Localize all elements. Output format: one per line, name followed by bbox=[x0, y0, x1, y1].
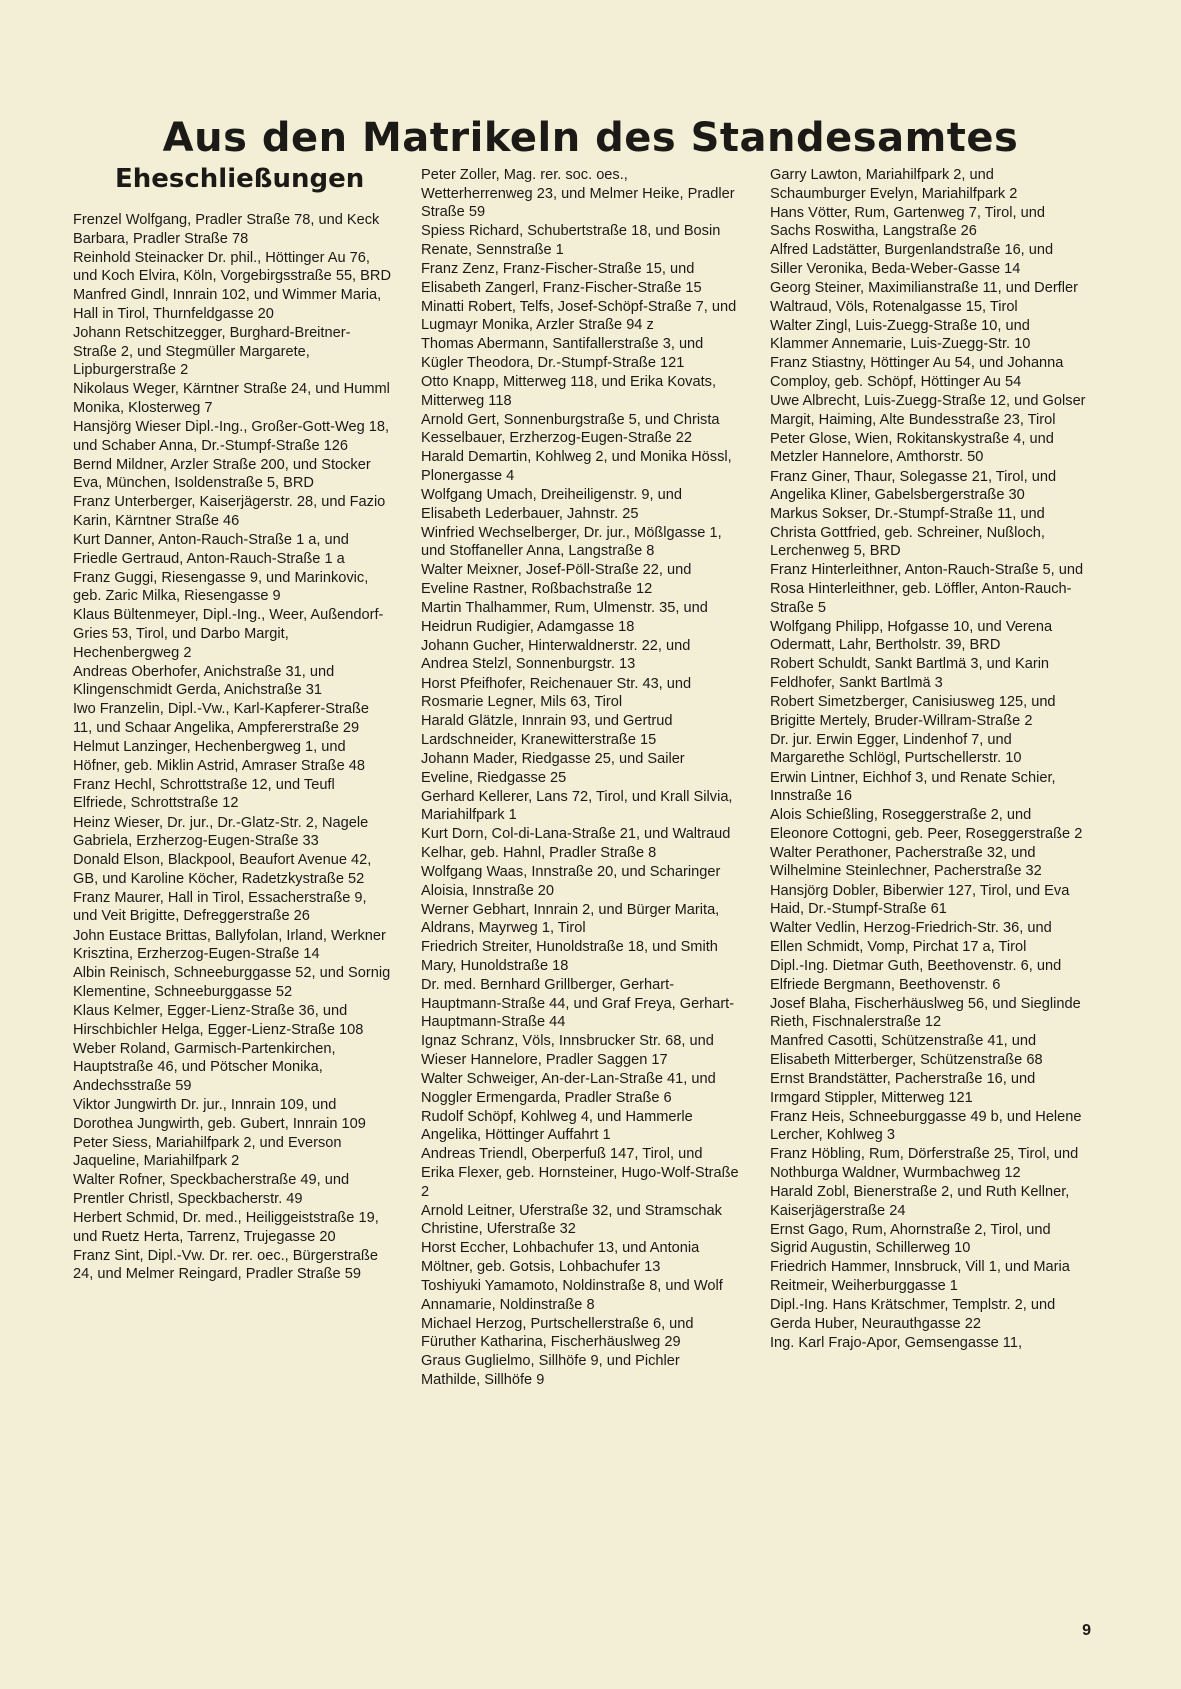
marriage-entry: Franz Hinterleithner, Anton-Rauch-Straße 5, und Rosa Hinterleithner, geb. Löffler, Anton-Rauch-Straße 5 bbox=[770, 562, 1084, 616]
marriage-entry: Donald Elson, Blackpool, Beaufort Avenue 42, GB, und Karoline Köcher, Radetzkystraße 52 bbox=[73, 852, 372, 887]
marriage-entry: Dr. med. Bernhard Grillberger, Gerhart-Hauptmann-Straße 44, und Graf Freya, Gerhart-Hauptmann-Straße 44 bbox=[421, 977, 735, 1031]
marriage-entry: Michael Herzog, Purtschellerstraße 6, und Füruther Katharina, Fischerhäuslweg 29 bbox=[421, 1315, 694, 1351]
column-3 bbox=[770, 166, 1088, 1353]
marriage-entry: Georg Steiner, Maximilianstraße 11, und Derfler Waltraud, Völs, Rotenalgasse 15, Tirol bbox=[770, 280, 1078, 315]
marriage-entry: Ernst Brandstätter, Pacherstraße 16, und Irmgard Stippler, Mitterweg 121 bbox=[770, 1071, 1036, 1106]
marriage-entry: Ing. Karl Frajo-Apor, Gemsengasse 11, bbox=[770, 1334, 1022, 1351]
marriage-entry: John Eustace Brittas, Ballyfolan, Irland, Werkner Krisztina, Erzherzog-Eugen-Straße 14 bbox=[73, 927, 386, 963]
column-1 bbox=[73, 163, 391, 1284]
marriage-entry: Franz Maurer, Hall in Tirol, Essacherstraße 9, und Veit Brigitte, Defreggerstraße 26 bbox=[73, 889, 367, 925]
marriage-entry: Peter Siess, Mariahilfpark 2, und Everson Jaqueline, Mariahilfpark 2 bbox=[73, 1134, 342, 1170]
marriage-entry: Johann Retschitzegger, Burghard-Breitner-Straße 2, und Stegmüller Margarete, Lipburgerstraße 2 bbox=[73, 325, 351, 379]
marriage-entry: Walter Vedlin, Herzog-Friedrich-Str. 36, und Ellen Schmidt, Vomp, Pirchat 17 a, Tirol bbox=[770, 920, 1052, 955]
marriage-entry: Ernst Gago, Rum, Ahornstraße 2, Tirol, und Sigrid Augustin, Schillerweg 10 bbox=[770, 1221, 1051, 1257]
marriage-entry: Franz Stiastny, Höttinger Au 54, und Johanna Comploy, geb. Schöpf, Höttinger Au 54 bbox=[770, 355, 1064, 391]
marriage-entry: Peter Glose, Wien, Rokitanskystraße 4, und Metzler Hannelore, Amthorstr. 50 bbox=[770, 430, 1054, 466]
entry-list bbox=[73, 211, 391, 1284]
marriage-entry: Franz Höbling, Rum, Dörferstraße 25, Tirol, und Nothburga Waldner, Wurmbachweg 12 bbox=[770, 1146, 1079, 1181]
marriage-entry: Harald Glätzle, Innrain 93, und Gertrud Lardschneider, Kranewitterstraße 15 bbox=[421, 713, 673, 748]
marriage-entry: Horst Pfeifhofer, Reichenauer Str. 43, und Rosmarie Legner, Mils 63, Tirol bbox=[421, 675, 692, 711]
marriage-entry: Toshiyuki Yamamoto, Noldinstraße 8, und Wolf Annamarie, Noldinstraße 8 bbox=[421, 1278, 723, 1313]
marriage-entry: Hans Vötter, Rum, Gartenweg 7, Tirol, und Sachs Roswitha, Langstraße 26 bbox=[770, 204, 1045, 240]
marriage-entry: Ignaz Schranz, Völs, Innsbrucker Str. 68, und Wieser Hannelore, Pradler Saggen 17 bbox=[421, 1033, 714, 1068]
marriage-entry: Dipl.-Ing. Hans Krätschmer, Templstr. 2, und Gerda Huber, Neurauthgasse 22 bbox=[770, 1297, 1056, 1332]
marriage-entry: Hansjörg Dobler, Biberwier 127, Tirol, und Eva Haid, Dr.-Stumpf-Straße 61 bbox=[770, 882, 1070, 918]
marriage-entry: Harald Zobl, Bienerstraße 2, und Ruth Kellner, Kaiserjägerstraße 24 bbox=[770, 1184, 1070, 1219]
marriage-entry: Franz Guggi, Riesengasse 9, und Marinkovic, geb. Zaric Milka, Riesengasse 9 bbox=[73, 569, 369, 605]
marriage-entry: Iwo Franzelin, Dipl.-Vw., Karl-Kapferer-Straße 11, und Schaar Angelika, Ampfererstraße 29 bbox=[73, 701, 370, 737]
marriage-entry: Heinz Wieser, Dr. jur., Dr.-Glatz-Str. 2, Nagele Gabriela, Erzherzog-Eugen-Straße 33 bbox=[73, 814, 369, 850]
marriage-entry: Johann Gucher, Hinterwaldnerstr. 22, und Andrea Stelzl, Sonnenburgstr. 13 bbox=[421, 637, 691, 673]
marriage-entry: Klaus Bültenmeyer, Dipl.-Ing., Weer, Außendorf-Gries 53, Tirol, und Darbo Margit, Hechenbergweg 2 bbox=[73, 607, 384, 661]
marriage-entry: Franz Giner, Thaur, Solegasse 21, Tirol, und Angelika Kliner, Gabelsbergerstraße 30 bbox=[770, 468, 1057, 504]
marriage-entry: Werner Gebhart, Innrain 2, und Bürger Marita, Aldrans, Mayrweg 1, Tirol bbox=[421, 901, 720, 937]
marriage-entry: Robert Simetzberger, Canisiusweg 125, und Brigitte Mertely, Bruder-Willram-Straße 2 bbox=[770, 694, 1056, 729]
marriage-entry: Kurt Danner, Anton-Rauch-Straße 1 a, und Friedle Gertraud, Anton-Rauch-Straße 1 a bbox=[73, 532, 349, 567]
marriage-entry: Nikolaus Weger, Kärntner Straße 24, und Humml Monika, Klosterweg 7 bbox=[73, 381, 390, 416]
marriage-entry: Franz Zenz, Franz-Fischer-Straße 15, und Elisabeth Zangerl, Franz-Fischer-Straße 15 bbox=[421, 260, 702, 296]
marriage-entry: Horst Eccher, Lohbachufer 13, und Antonia Möltner, geb. Gotsis, Lohbachufer 13 bbox=[421, 1240, 700, 1275]
marriage-entry: Winfried Wechselberger, Dr. jur., Mößlgasse 1, und Stoffaneller Anna, Langstraße 8 bbox=[421, 524, 722, 560]
marriage-entry: Alfred Ladstätter, Burgenlandstraße 16, und Siller Veronika, Beda-Weber-Gasse 14 bbox=[770, 242, 1054, 277]
marriage-entry: Gerhard Kellerer, Lans 72, Tirol, und Krall Silvia, Mariahilfpark 1 bbox=[421, 788, 733, 824]
marriage-entry: Franz Heis, Schneeburggasse 49 b, und Helene Lercher, Kohlweg 3 bbox=[770, 1108, 1082, 1144]
column-2 bbox=[421, 166, 739, 1390]
marriage-entry: Friedrich Streiter, Hunoldstraße 18, und Smith Mary, Hunoldstraße 18 bbox=[421, 939, 718, 974]
marriage-entry: Wolfgang Waas, Innstraße 20, und Scharinger Aloisia, Innstraße 20 bbox=[421, 863, 721, 899]
marriage-entry: Kurt Dorn, Col-di-Lana-Straße 21, und Waltraud Kelhar, geb. Hahnl, Pradler Straße 8 bbox=[421, 826, 731, 861]
marriage-entry: Wolfgang Philipp, Hofgasse 10, und Verena Odermatt, Lahr, Bertholstr. 39, BRD bbox=[770, 618, 1053, 654]
marriage-entry: Walter Rofner, Speckbacherstraße 49, und Prentler Christl, Speckbacherstr. 49 bbox=[73, 1172, 350, 1207]
marriage-entry: Peter Zoller, Mag. rer. soc. oes., Wetterherrenweg 23, und Melmer Heike, Pradler Straße 59 bbox=[421, 167, 735, 221]
marriage-entry: Walter Schweiger, An-der-Lan-Straße 41, und Noggler Ermengarda, Pradler Straße 6 bbox=[421, 1071, 716, 1106]
marriage-entry: Herbert Schmid, Dr. med., Heiliggeiststraße 19, und Ruetz Herta, Tarrenz, Trujegasse 20 bbox=[73, 1209, 379, 1245]
page-title: Aus den Matrikeln des Standesamtes bbox=[162, 114, 1019, 161]
marriage-entry: Thomas Abermann, Santifallerstraße 3, und Kügler Theodora, Dr.-Stumpf-Straße 121 bbox=[421, 336, 704, 371]
marriage-entry: Harald Demartin, Kohlweg 2, und Monika Hössl, Plonergasse 4 bbox=[421, 449, 732, 484]
section-heading: Eheschließungen bbox=[115, 164, 365, 194]
marriage-entry: Manfred Casotti, Schützenstraße 41, und Elisabeth Mitterberger, Schützenstraße 68 bbox=[770, 1033, 1043, 1068]
marriage-entry: Reinhold Steinacker Dr. phil., Höttinger Au 76, und Koch Elvira, Köln, Vorgebirgsstraße 55, BRD bbox=[73, 249, 391, 285]
marriage-entry: Garry Lawton, Mariahilfpark 2, und Schaumburger Evelyn, Mariahilfpark 2 bbox=[770, 167, 1018, 202]
marriage-entry: Spiess Richard, Schubertstraße 18, und Bosin Renate, Sennstraße 1 bbox=[421, 223, 721, 258]
marriage-entry: Bernd Mildner, Arzler Straße 200, und Stocker Eva, München, Isoldenstraße 5, BRD bbox=[73, 456, 371, 492]
marriage-entry: Martin Thalhammer, Rum, Ulmenstr. 35, und Heidrun Rudigier, Adamgasse 18 bbox=[421, 600, 708, 635]
marriage-entry: Frenzel Wolfgang, Pradler Straße 78, und Keck Barbara, Pradler Straße 78 bbox=[73, 212, 380, 247]
marriage-entry: Andreas Triendl, Oberperfuß 147, Tirol, und Erika Flexer, geb. Hornsteiner, Hugo-Wolf-Straße 2 bbox=[421, 1146, 739, 1200]
marriage-entry: Klaus Kelmer, Egger-Lienz-Straße 36, und Hirschbichler Helga, Egger-Lienz-Straße 108 bbox=[73, 1002, 364, 1038]
marriage-entry: Friedrich Hammer, Innsbruck, Vill 1, und Maria Reitmeir, Weiherburggasse 1 bbox=[770, 1259, 1070, 1295]
marriage-entry: Viktor Jungwirth Dr. jur., Innrain 109, und Dorothea Jungwirth, geb. Gubert, Innrain 109 bbox=[73, 1096, 366, 1132]
marriage-entry: Helmut Lanzinger, Hechenbergweg 1, und Höfner, geb. Miklin Astrid, Amraser Straße 48 bbox=[73, 739, 365, 774]
marriage-entry: Minatti Robert, Telfs, Josef-Schöpf-Straße 7, und Lugmayr Monika, Arzler Straße 94 z bbox=[421, 298, 737, 334]
page-number: 9 bbox=[1082, 1622, 1091, 1639]
marriage-entry: Franz Hechl, Schrottstraße 12, und Teufl Elfriede, Schrottstraße 12 bbox=[73, 776, 335, 812]
marriage-entry: Josef Blaha, Fischerhäuslweg 56, und Sieglinde Rieth, Fischnalerstraße 12 bbox=[770, 995, 1081, 1031]
marriage-entry: Uwe Albrecht, Luis-Zuegg-Straße 12, und Golser Margit, Haiming, Alte Bundesstraße 23, Tirol bbox=[770, 393, 1086, 428]
marriage-entry: Dr. jur. Erwin Egger, Lindenhof 7, und Margarethe Schlögl, Purtschellerstr. 10 bbox=[770, 731, 1022, 767]
marriage-entry: Hansjörg Wieser Dipl.-Ing., Großer-Gott-Weg 18, und Schaber Anna, Dr.-Stumpf-Straße 126 bbox=[73, 419, 390, 454]
marriage-entry: Rudolf Schöpf, Kohlweg 4, und Hammerle Angelika, Höttinger Auffahrt 1 bbox=[421, 1108, 693, 1144]
marriage-entry: Franz Sint, Dipl.-Vw. Dr. rer. oec., Bürgerstraße 24, und Melmer Reingard, Pradler Straße 59 bbox=[73, 1247, 378, 1283]
entry-list bbox=[770, 166, 1088, 1352]
marriage-entry: Wolfgang Umach, Dreiheiligenstr. 9, und Elisabeth Lederbauer, Jahnstr. 25 bbox=[421, 487, 682, 522]
entry-list bbox=[421, 166, 739, 1390]
marriage-entry: Walter Perathoner, Pacherstraße 32, und Wilhelmine Steinlechner, Pacherstraße 32 bbox=[770, 844, 1042, 880]
marriage-entry: Walter Meixner, Josef-Pöll-Straße 22, und Eveline Rastner, Roßbachstraße 12 bbox=[421, 562, 692, 598]
marriage-entry: Johann Mader, Riedgasse 25, und Sailer Eveline, Riedgasse 25 bbox=[421, 750, 685, 786]
marriage-entry: Robert Schuldt, Sankt Bartlmä 3, und Karin Feldhofer, Sankt Bartlmä 3 bbox=[770, 656, 1050, 692]
marriage-entry: Walter Zingl, Luis-Zuegg-Straße 10, und Klammer Annemarie, Luis-Zuegg-Str. 10 bbox=[770, 317, 1031, 353]
marriage-entry: Albin Reinisch, Schneeburggasse 52, und Sornig Klementine, Schneeburggasse 52 bbox=[73, 965, 391, 1000]
marriage-entry: Manfred Gindl, Innrain 102, und Wimmer Maria, Hall in Tirol, Thurnfeldgasse 20 bbox=[73, 287, 382, 322]
marriage-entry: Markus Sokser, Dr.-Stumpf-Straße 11, und Christa Gottfried, geb. Schreiner, Nußloch, Lerchenweg 5, BRD bbox=[770, 506, 1045, 560]
marriage-entry: Arnold Leitner, Uferstraße 32, und Stramschak Christine, Uferstraße 32 bbox=[421, 1202, 722, 1238]
marriage-entry: Weber Roland, Garmisch-Partenkirchen, Hauptstraße 46, und Pötscher Monika, Andechsstraße 59 bbox=[73, 1040, 336, 1094]
marriage-entry: Otto Knapp, Mitterweg 118, und Erika Kovats, Mitterweg 118 bbox=[421, 374, 717, 409]
marriage-entry: Graus Guglielmo, Sillhöfe 9, und Pichler Mathilde, Sillhöfe 9 bbox=[421, 1353, 680, 1388]
marriage-entry: Andreas Oberhofer, Anichstraße 31, und Klingenschmidt Gerda, Anichstraße 31 bbox=[73, 663, 335, 699]
marriage-entry: Alois Schießling, Roseggerstraße 2, und Eleonore Cottogni, geb. Peer, Roseggerstraße 2 bbox=[770, 807, 1083, 842]
marriage-entry: Erwin Lintner, Eichhof 3, und Renate Schier, Innstraße 16 bbox=[770, 769, 1056, 805]
marriage-entry: Arnold Gert, Sonnenburgstraße 5, und Christa Kesselbauer, Erzherzog-Eugen-Straße 22 bbox=[421, 411, 720, 447]
marriage-entry: Franz Unterberger, Kaiserjägerstr. 28, und Fazio Karin, Kärntner Straße 46 bbox=[73, 494, 386, 529]
marriage-entry: Dipl.-Ing. Dietmar Guth, Beethovenstr. 6, und Elfriede Bergmann, Beethovenstr. 6 bbox=[770, 957, 1062, 993]
